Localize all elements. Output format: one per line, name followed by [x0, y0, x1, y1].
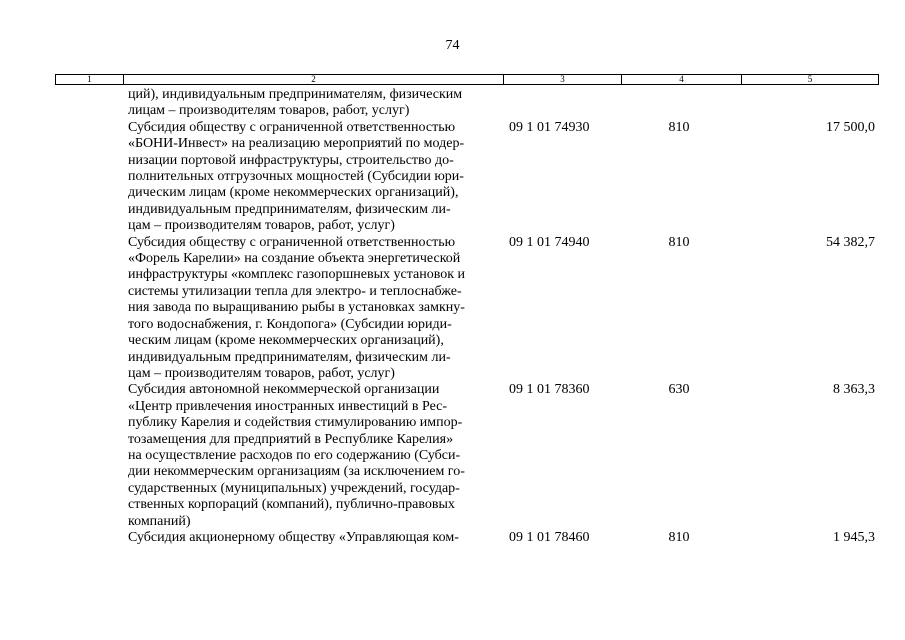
row-description-cell — [128, 530, 505, 546]
description-line: сударственных (муниципальных) учреждений, государ- — [128, 480, 460, 496]
row-index-cell — [55, 235, 128, 383]
row-code-cell: 09 1 01 74930 — [509, 119, 590, 135]
table-row — [55, 87, 879, 120]
column-header-4: 4 — [622, 75, 742, 84]
row-type-cell — [613, 87, 745, 120]
description-line: лицам – производителям товаров, работ, услуг) — [128, 103, 410, 119]
table-row — [55, 235, 879, 383]
description-line: Субсидия обществу с ограниченной ответственностью — [128, 119, 456, 135]
row-code-cell: 09 1 01 78460 — [509, 529, 590, 545]
description-line: ственных корпораций (компаний), публично-правовых — [128, 497, 455, 513]
description-line: инфраструктуры «комплекс газопоршневых установок и — [128, 267, 466, 283]
table-row — [55, 382, 879, 530]
description-line: ций), индивидуальным предпринимателям, физическим — [128, 87, 463, 102]
table-header-row — [55, 74, 879, 85]
description-line: «БОНИ-Инвест» на реализацию мероприятий по модер- — [128, 136, 465, 152]
row-index-cell — [55, 530, 128, 546]
row-code-cell: 09 1 01 74940 — [509, 234, 590, 250]
row-description-cell — [128, 120, 505, 235]
column-header-2: 2 — [124, 75, 504, 84]
row-amount-cell: 54 382,7 — [826, 234, 875, 250]
column-header-1: 1 — [56, 75, 124, 84]
row-index-cell — [55, 382, 128, 530]
row-index-cell — [55, 120, 128, 235]
description-line: компаний) — [128, 513, 191, 529]
description-line: «Центр привлечения иностранных инвестиций в Рес- — [128, 398, 448, 414]
description-line: полнительных отгрузочных мощностей (Субсидии юри- — [128, 169, 464, 185]
description-line: цам – производителям товаров, работ, услуг) — [128, 218, 395, 234]
description-line: дии некоммерческим организациям (за исключением го- — [128, 464, 465, 480]
description-line: Субсидия акционерному обществу «Управляющая ком- — [128, 529, 459, 545]
row-index-cell — [55, 87, 128, 120]
description-line: Субсидия обществу с ограниченной ответственностью — [128, 234, 456, 250]
description-line: низации портовой инфраструктуры, строительство до- — [128, 152, 454, 168]
description-line: Субсидия автономной некоммерческой организации — [128, 382, 440, 398]
description-line: цам – производителям товаров, работ, услуг) — [128, 365, 395, 381]
description-line: того водоснабжения, г. Кондопога» (Субсидии юриди- — [128, 316, 452, 332]
row-code-cell — [505, 87, 613, 120]
column-header-3: 3 — [504, 75, 622, 84]
row-amount-cell — [745, 87, 879, 120]
description-line: ческим лицам (кроме некоммерческих организаций), — [128, 333, 444, 349]
row-type-cell: 810 — [668, 234, 690, 250]
row-type-cell: 810 — [668, 529, 690, 545]
row-amount-cell: 17 500,0 — [826, 119, 875, 135]
table-row — [55, 530, 879, 546]
row-description-cell — [128, 235, 505, 383]
row-description-cell — [128, 382, 505, 530]
row-type-cell: 630 — [668, 382, 690, 398]
description-line: тозамещения для предприятий в Республике Карелия» — [128, 431, 454, 447]
column-header-5: 5 — [807, 74, 813, 84]
description-line: индивидуальным предпринимателям, физическим ли- — [128, 201, 451, 217]
table-body — [55, 87, 879, 546]
description-line: «Форель Карелии» на создание объекта энергетической — [128, 251, 461, 267]
description-line: на осуществление расходов по его содержанию (Субси- — [128, 447, 461, 463]
page-number: 74 — [445, 38, 460, 53]
description-line: индивидуальным предпринимателям, физическим ли- — [128, 349, 451, 365]
description-line: ния завода по выращиванию рыбы в установках замкну- — [128, 300, 465, 316]
description-line: дическим лицам (кроме некоммерческих организаций), — [128, 185, 459, 201]
row-code-cell: 09 1 01 78360 — [509, 382, 590, 398]
row-amount-cell: 1 945,3 — [833, 529, 875, 545]
description-line: системы утилизации тепла для электро- и теплоснабже- — [128, 283, 462, 299]
description-line: публику Карелия и содействия стимулированию импор- — [128, 415, 463, 431]
row-type-cell: 810 — [668, 119, 690, 135]
table-row — [55, 120, 879, 235]
row-description-cell — [128, 87, 505, 120]
row-amount-cell: 8 363,3 — [833, 382, 875, 398]
